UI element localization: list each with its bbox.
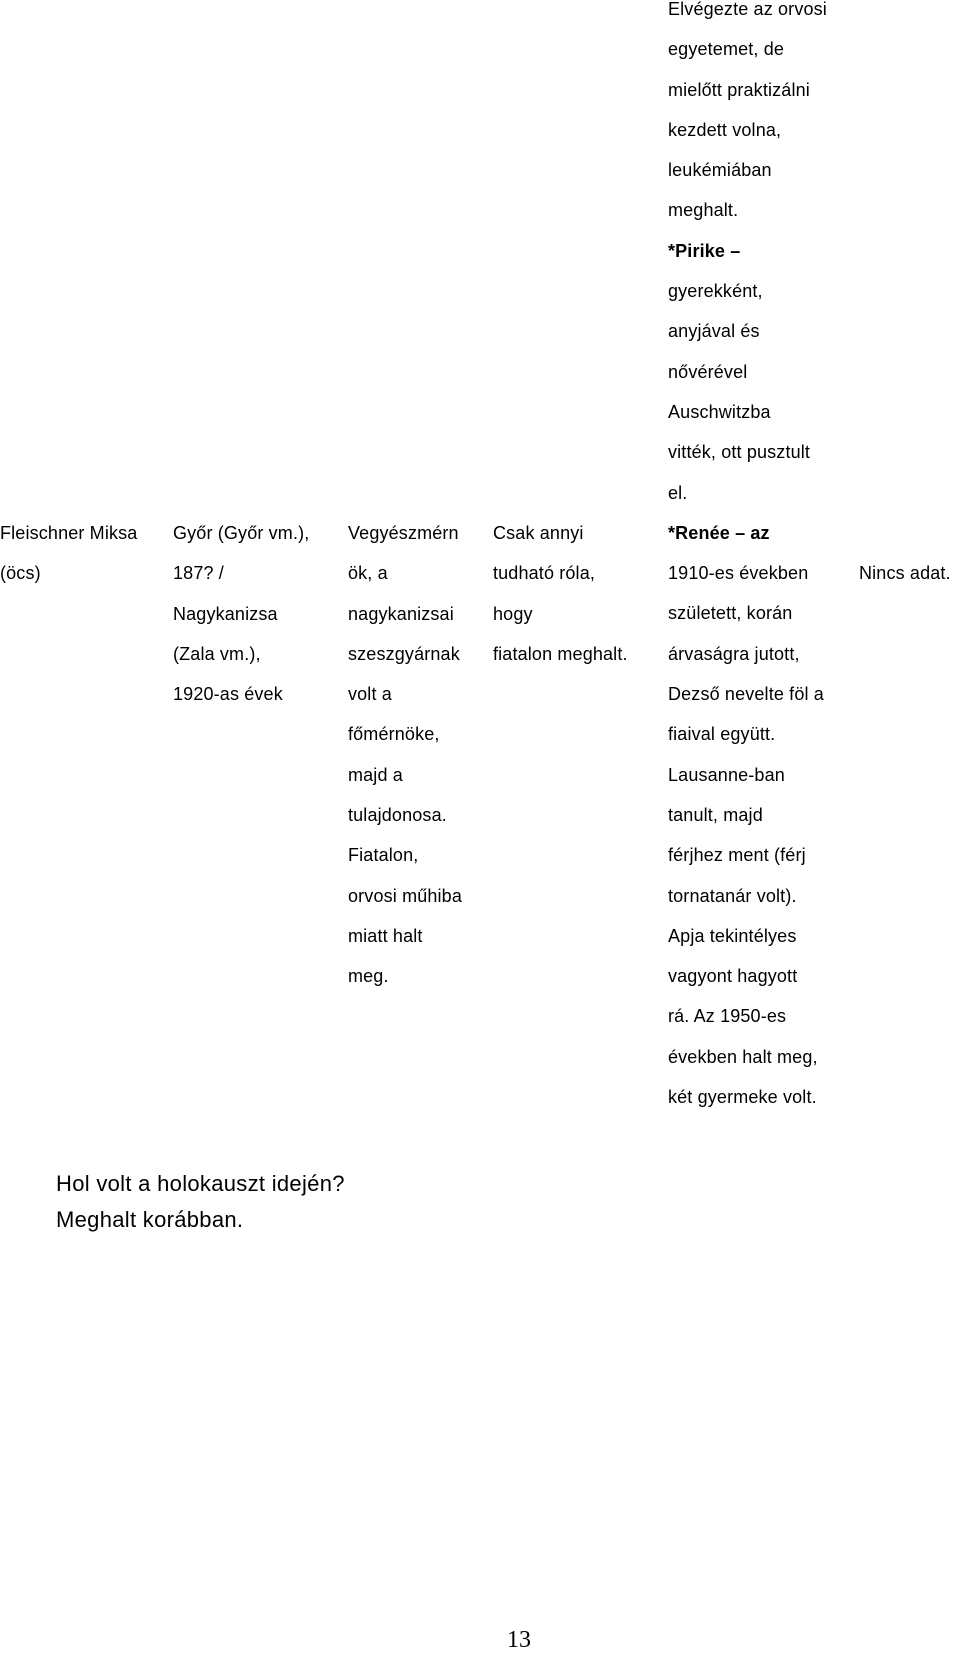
text-line: meghalt. <box>668 200 739 221</box>
text-line: majd a <box>348 764 403 785</box>
text-line: nővérével <box>668 361 748 382</box>
text-line: fiatalon meghalt. <box>493 643 628 664</box>
text-line: férjhez ment (férj <box>668 845 806 866</box>
text-line: tudható róla, <box>493 563 596 584</box>
text-line: el. <box>668 482 688 503</box>
text-line-bold: *Renée – az <box>668 522 770 543</box>
summary-question: Hol volt a holokauszt idején? <box>56 1171 345 1196</box>
text-line: Elvégezte az orvosi <box>668 0 827 19</box>
text-line: 1920-as évek <box>173 684 283 705</box>
text-line: egyetemet, de <box>668 39 785 60</box>
text-line: Dezső nevelte föl a <box>668 684 824 705</box>
text-line: hogy <box>493 603 533 624</box>
text-line: született, korán <box>668 603 793 624</box>
children-column <box>668 0 827 1128</box>
text-line: meg. <box>348 966 389 987</box>
text-line: (Zala vm.), <box>173 643 261 664</box>
text-line: Nagykanizsa <box>173 603 278 624</box>
text-line: 187? / <box>173 563 224 584</box>
text-line: Nincs adat. <box>859 563 951 583</box>
text-line: orvosi műhiba <box>348 885 463 906</box>
text-line: Apja tekintélyes <box>668 925 797 946</box>
text-line: tanult, majd <box>668 804 763 825</box>
text-line: (öcs) <box>0 563 41 584</box>
text-line: nagykanizsai <box>348 603 454 624</box>
occupation-column <box>348 524 462 1008</box>
text-line: árvaságra jutott, <box>668 643 800 664</box>
text-line: Csak annyi <box>493 523 584 543</box>
text-line: ök, a <box>348 563 388 584</box>
notes-column <box>859 564 951 604</box>
text-line: években halt meg, <box>668 1046 818 1067</box>
text-line: szeszgyárnak <box>348 643 460 664</box>
text-line: tornatanár volt). <box>668 885 797 906</box>
holocaust-summary <box>56 1166 345 1238</box>
birth-column <box>173 524 309 725</box>
text-line: főmérnöke, <box>348 724 440 745</box>
text-line: volt a <box>348 684 392 705</box>
text-line: leukémiában <box>668 160 772 181</box>
text-line-bold: *Pirike – <box>668 240 741 261</box>
text-line: vagyont hagyott <box>668 966 798 987</box>
text-line: rá. Az 1950-es <box>668 1006 787 1027</box>
text-line: 1910-es években <box>668 563 809 584</box>
text-line: két gyermeke volt. <box>668 1087 817 1108</box>
text-line: gyerekként, <box>668 281 763 302</box>
text-line: Fleischner Miksa <box>0 523 138 543</box>
text-line: tulajdonosa. <box>348 805 447 826</box>
fate-column <box>493 524 628 685</box>
text-line: kezdett volna, <box>668 119 782 140</box>
text-line: Lausanne-ban <box>668 764 785 785</box>
text-line: mielőtt praktizálni <box>668 79 810 100</box>
page-number: 13 <box>507 1627 531 1653</box>
relation-column <box>0 524 137 605</box>
text-line: anyjával és <box>668 321 760 342</box>
text-line: fiaival együtt. <box>668 724 776 745</box>
text-line: Fiatalon, <box>348 845 419 866</box>
text-line: vitték, ott pusztult <box>668 442 811 463</box>
text-line: miatt halt <box>348 925 423 946</box>
summary-answer: Meghalt korábban. <box>56 1207 244 1232</box>
text-line: Auschwitzba <box>668 401 771 422</box>
text-line: Győr (Győr vm.), <box>173 523 310 543</box>
text-line: Vegyészmérn <box>348 523 459 543</box>
